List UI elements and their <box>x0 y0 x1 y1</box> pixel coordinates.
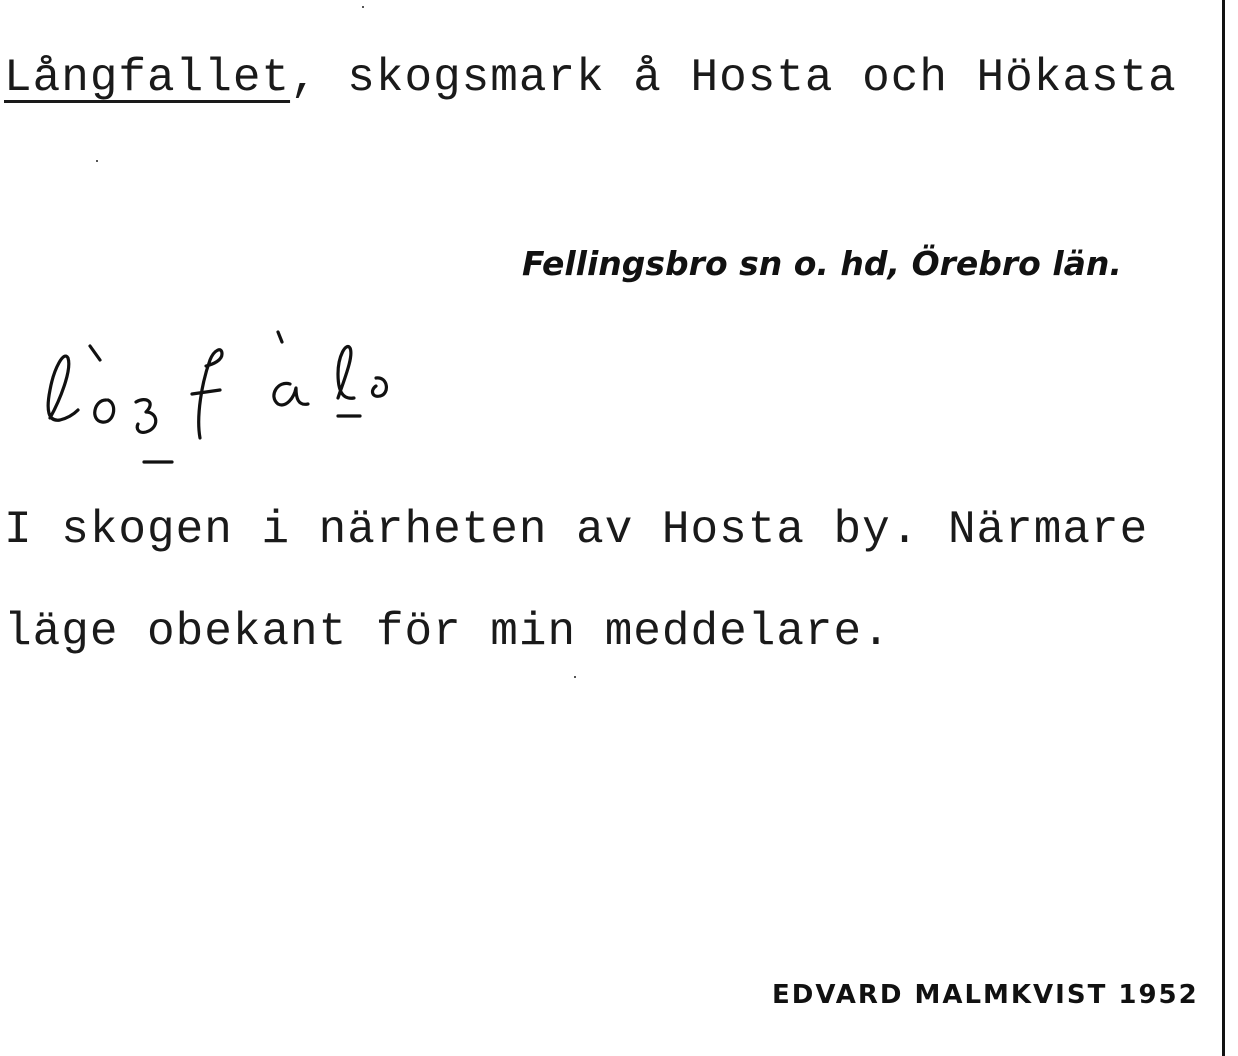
entry-heading <box>4 52 1177 104</box>
headword: Långfallet <box>4 52 291 104</box>
parish-stamp: Fellingsbro sn o. hd, Örebro län. <box>522 244 1122 283</box>
note-line-1: I skogen i närheten av Hosta by. Närmare <box>4 504 1149 556</box>
speck <box>574 676 576 678</box>
card-edge-line <box>1222 0 1225 1056</box>
note-line-2: läge obekant för min meddelare. <box>4 606 891 658</box>
speck <box>362 6 364 8</box>
collector-signature: EDVARD MALMKVIST 1952 <box>772 980 1199 1010</box>
speck <box>96 160 98 162</box>
headword-description: , skogsmark å Hosta och Hökasta <box>290 52 1177 104</box>
handwritten-pronunciation <box>20 320 420 480</box>
